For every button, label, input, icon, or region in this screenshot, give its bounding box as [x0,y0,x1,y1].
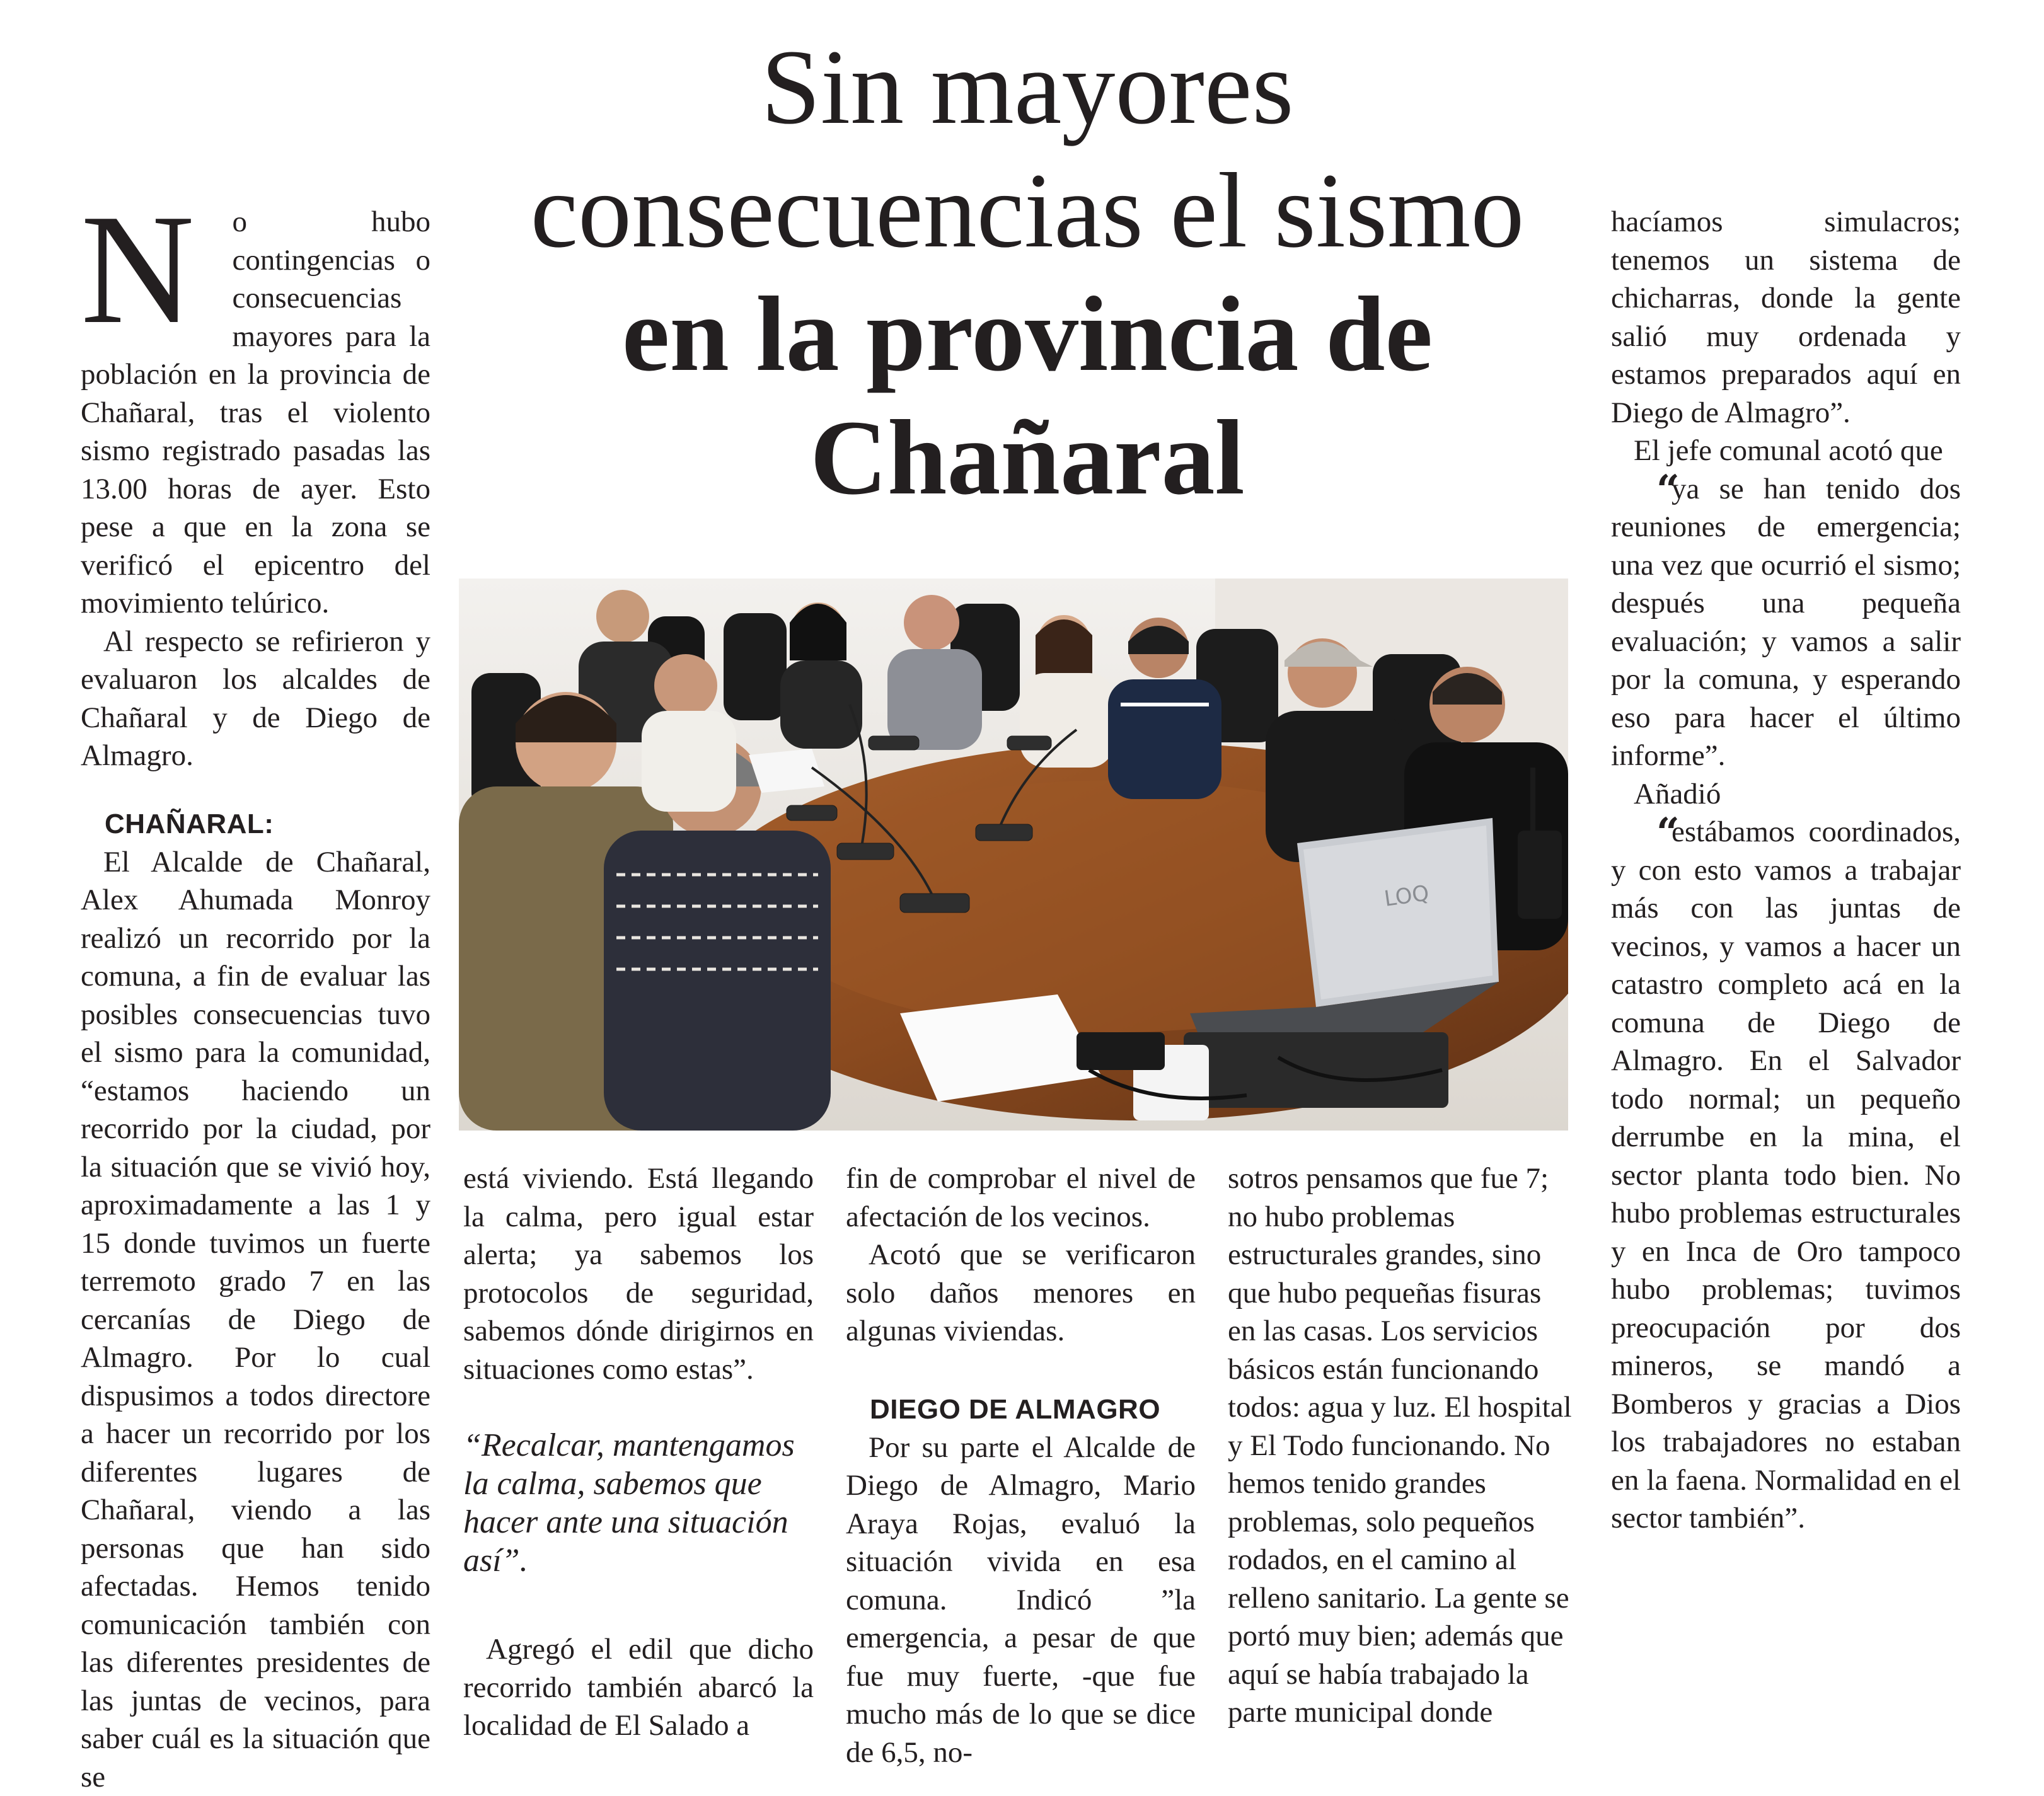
headline [454,25,1601,519]
paragraph: Añadió [1611,775,1961,814]
quote-paragraph [1611,813,1961,1538]
paragraph: fin de comprobar el nivel de afectación de los vecinos. [846,1160,1196,1236]
laptop-logo: LOQ [1383,880,1431,912]
subhead-chanaral: CHAÑARAL: [81,805,430,843]
pull-quote: “Recalcar, mantengamos la calma, sabemos que hacer ante una situación así”. [463,1426,814,1580]
quote-mark-icon: “ [1634,478,1672,503]
paragraph: El jefe comunal acotó que [1611,432,1961,470]
headline-line-3: en la provincia de [454,272,1601,396]
paragraph: hacíamos simulacros; tenemos un sistema de chicharras, donde la gente salió muy ordenada y estamos preparados aquí en Diego de Almagro”. [1611,203,1961,432]
paragraph: está viviendo. Está llegando la calma, pero igual estar alerta; ya sabemos los protocolos de seguridad, sabemos dónde dirigirnos en situaciones como estas”. [463,1160,814,1388]
paragraph-lead [81,203,430,623]
column-4 [1228,1160,1574,1732]
column-1 [81,203,430,1796]
lead-text: o hubo contingencias o consecuencias mayores para la población en la provincia de Chañaral, tras el violento sismo registrado pasadas las 13.00 horas de ayer. Esto pese a que en la zona se verificó el epicentro del movimiento telúrico. [81,205,430,619]
paragraph: Por su parte el Alcalde de Diego de Almagro, Mario Araya Rojas, evaluó la situación vivida en esa comuna. Indicó ”la emergencia, a pesar de que fue muy fuerte, -que fue mucho más de lo que se dice de 6,5, no- [846,1429,1196,1772]
column-3 [846,1160,1196,1771]
column-2 [463,1160,814,1745]
meeting-photo [459,579,1568,1131]
paragraph: Al respecto se refirieron y evaluaron los alcaldes de Chañaral y de Diego de Almagro. [81,623,430,775]
headline-line-4: Chañaral [454,396,1601,519]
paragraph: El Alcalde de Chañaral, Alex Ahumada Monroy realizó un recorrido por la comuna, a fin de evaluar las posibles consecuencias tuvo el sismo para la comunidad, “estamos haciendo un recorrido por la ciudad, por la situación que se vivió hoy, aproximadamente a las 1 y 15 donde tuvimos un fuerte terremoto grado 7 en las cercanías de Diego de Almagro. Por lo cual dispusimos a todos directore a hacer un recorrido por los diferentes lugares de Chañaral, viendo a las personas que han sido afectadas. Hemos tenido comunicación también con las diferentes presidentes de las juntas de vecinos, para saber cuál es la situación que se [81,843,430,1796]
drop-cap: N [81,207,195,333]
paragraph: Agregó el edil que dicho recorrido también abarcó la localidad de El Salado a [463,1630,814,1745]
quote-text: ya se han tenido dos reuniones de emergencia; una vez que ocurrió el sismo; después una pequeña evaluación; y vamos a salir por la comuna, y esperando eso para hacer el último informe”. [1611,473,1961,773]
paragraph: sotros pensamos que fue 7; no hubo problemas estructurales grandes, sino que hubo pequeñas fisuras en las casas. Los servicios básicos están funcionando todos: agua y luz. El hospital y El Todo funcionando. No hemos tenido grandes problemas, solo pequeños rodados, en el camino al relleno sanitario. La gente se portó muy bien; además que aquí se había trabajado la parte municipal donde [1228,1160,1574,1732]
paragraph: Acotó que se verificaron solo daños menores en algunas viviendas. [846,1236,1196,1350]
meeting-photo-illustration [459,579,1568,1131]
headline-line-2: consecuencias el sismo [454,149,1601,272]
headline-line-1: Sin mayores [454,25,1601,149]
quote-text: estábamos coordinados, y con esto vamos a trabajar más con las juntas de vecinos, y vamos a hacer un catastro completo acá en la comuna de Diego de Almagro. En el Salvador todo normal; un pequeño derrumbe en la mina, el sector planta todo bien. No hubo problemas estructurales y en Inca de Oro tampoco hubo problemas; tuvimos preocupación por dos mineros, se mandó a Bomberos y gracias a Dios los trabajadores no estaban en la faena. Normalidad en el sector también”. [1611,815,1961,1534]
quote-mark-icon: “ [1634,820,1672,846]
quote-paragraph [1611,470,1961,775]
subhead-diego-de-almagro: DIEGO DE ALMAGRO [846,1391,1196,1429]
column-5 [1611,203,1961,1538]
